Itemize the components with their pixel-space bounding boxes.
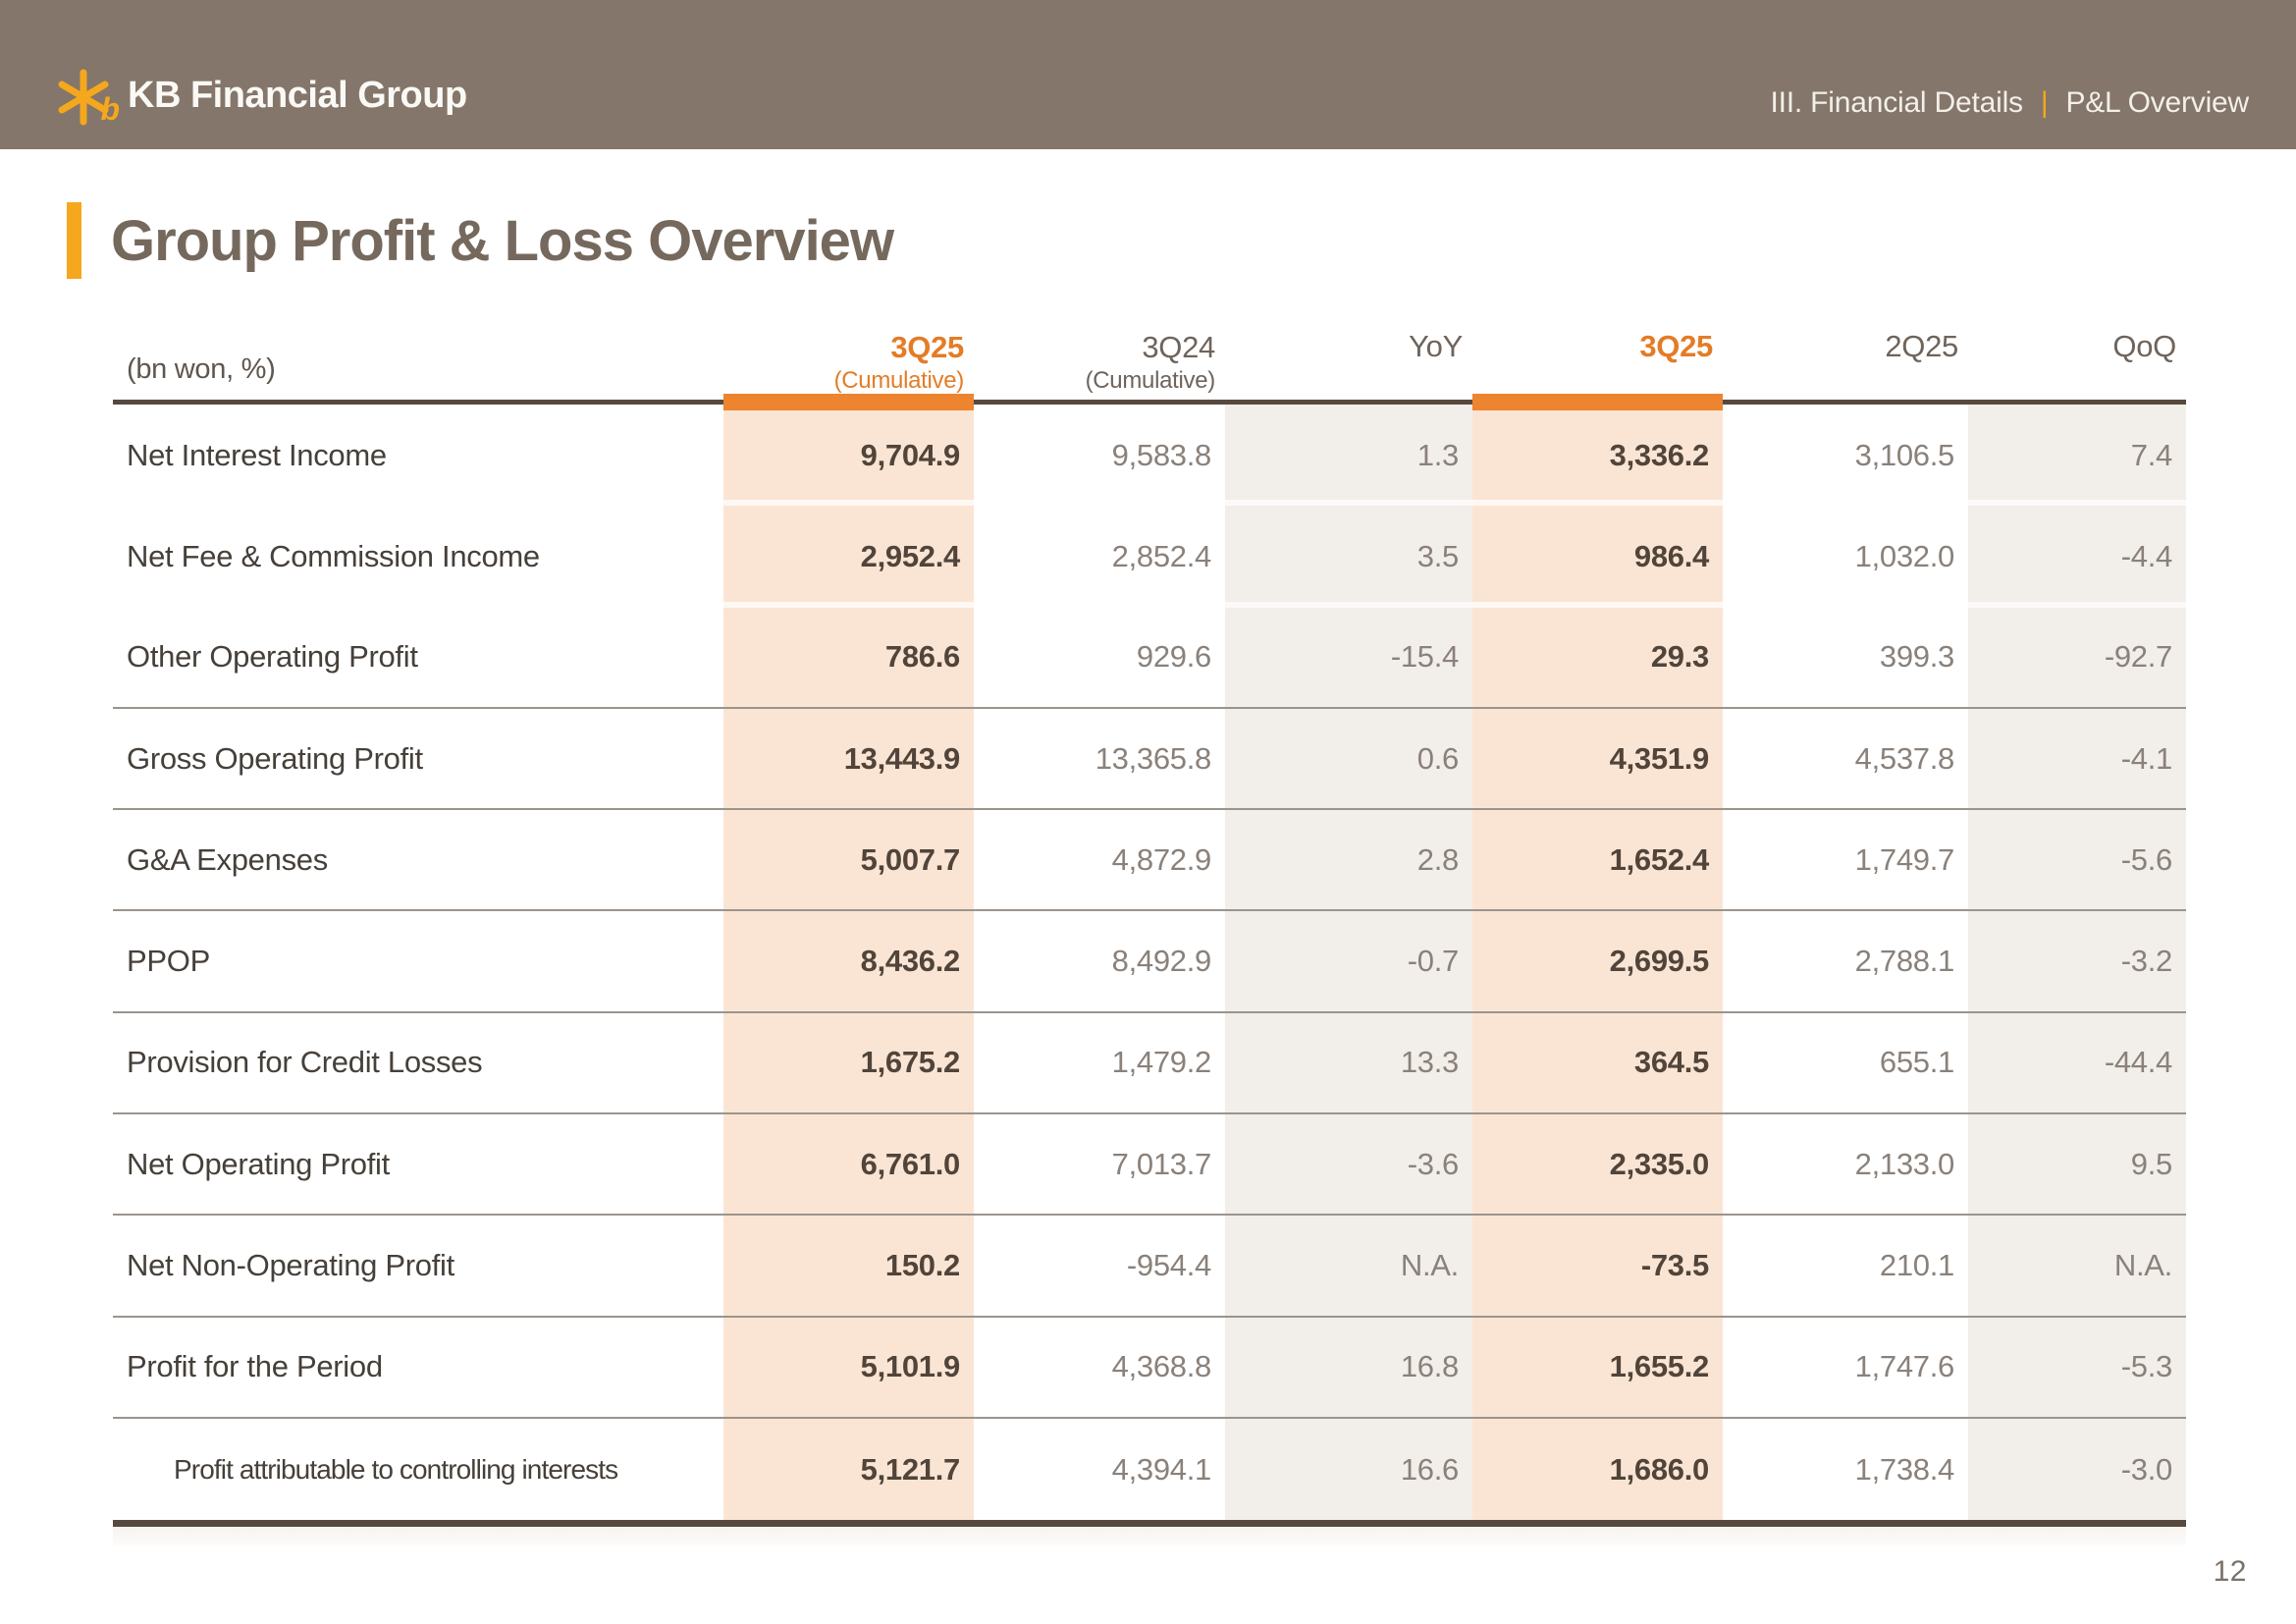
top-header-bar: [0, 0, 2296, 149]
title-accent-bar: [67, 202, 81, 279]
table-header-row: [113, 327, 2186, 405]
table-row-10: [113, 1419, 2186, 1520]
cell-r8-c1: -954.4: [1126, 1248, 1211, 1283]
row-label: Net Operating Profit: [127, 1146, 390, 1181]
cell-r7-c0: 6,761.0: [723, 1114, 974, 1214]
breadcrumb-section: III. Financial Details: [1770, 86, 2023, 119]
row-label: PPOP: [127, 944, 210, 979]
cell-r4-c3: 1,652.4: [1472, 810, 1723, 909]
cell-r2-c3: 29.3: [1472, 608, 1723, 707]
cell-r3-c0: 13,443.9: [723, 709, 974, 808]
cell-r4-c0: 5,007.7: [723, 810, 974, 909]
table-row-6: [113, 1013, 2186, 1114]
cell-r9-c4: 1,747.6: [1854, 1349, 1954, 1384]
column-header-label: QoQ: [2112, 329, 2176, 363]
table-body: [113, 405, 2186, 1520]
cell-r10-c5: -3.0: [1968, 1419, 2186, 1520]
row-label: G&A Expenses: [127, 841, 328, 877]
table-row-8: [113, 1216, 2186, 1317]
cell-r6-c4: 655.1: [1879, 1045, 1954, 1080]
cell-r10-c2: 16.6: [1225, 1419, 1472, 1520]
row-label: Net Non-Operating Profit: [127, 1248, 454, 1283]
cell-r3-c4: 4,537.8: [1854, 740, 1954, 776]
row-label: Profit attributable to controlling interests: [174, 1453, 618, 1485]
row-label: Provision for Credit Losses: [127, 1045, 483, 1080]
cell-r5-c1: 8,492.9: [1111, 944, 1211, 979]
column-header-3q25: [1472, 327, 1723, 400]
cell-r6-c2: 13.3: [1225, 1013, 1472, 1112]
row-label: Other Operating Profit: [127, 639, 418, 675]
cell-r3-c5: -4.1: [1968, 709, 2186, 808]
cell-r10-c3: 1,686.0: [1472, 1419, 1723, 1520]
cell-r10-c0: 5,121.7: [723, 1419, 974, 1520]
cell-r7-c5: 9.5: [1968, 1114, 2186, 1214]
cell-r6-c0: 1,675.2: [723, 1013, 974, 1112]
column-header-2q25: [1723, 327, 1968, 400]
cell-r4-c1: 4,872.9: [1111, 841, 1211, 877]
cell-r0-c1: 9,583.8: [1111, 437, 1211, 472]
cell-r0-c5: 7.4: [1968, 405, 2186, 506]
cell-r10-c4: 1,738.4: [1854, 1451, 1954, 1487]
cell-r1-c5: -4.4: [1968, 506, 2186, 607]
cell-r2-c5: -92.7: [1968, 608, 2186, 707]
table-row-9: [113, 1318, 2186, 1419]
column-header-sublabel: (Cumulative): [1085, 367, 1215, 394]
table-row-3: [113, 709, 2186, 810]
cell-r9-c2: 16.8: [1225, 1318, 1472, 1417]
cell-r8-c4: 210.1: [1879, 1248, 1954, 1283]
cell-r5-c4: 2,788.1: [1854, 944, 1954, 979]
table-row-5: [113, 911, 2186, 1012]
kb-star-b: b: [100, 91, 120, 127]
page-title: Group Profit & Loss Overview: [111, 208, 894, 273]
cell-r2-c2: -15.4: [1225, 608, 1472, 707]
table-bottom-shadow: [113, 1527, 2186, 1546]
cell-r1-c2: 3.5: [1225, 506, 1472, 607]
cell-r0-c0: 9,704.9: [723, 405, 974, 506]
cell-r9-c3: 1,655.2: [1472, 1318, 1723, 1417]
cell-r7-c4: 2,133.0: [1854, 1146, 1954, 1181]
cell-r4-c4: 1,749.7: [1854, 841, 1954, 877]
row-label: Gross Operating Profit: [127, 740, 423, 776]
cell-r8-c5: N.A.: [1968, 1216, 2186, 1315]
cell-r8-c0: 150.2: [723, 1216, 974, 1315]
row-label: Profit for the Period: [127, 1349, 383, 1384]
cell-r0-c4: 3,106.5: [1854, 437, 1954, 472]
cell-r3-c1: 13,365.8: [1095, 740, 1211, 776]
table-row-7: [113, 1114, 2186, 1216]
cell-r0-c3: 3,336.2: [1472, 405, 1723, 506]
page-number: 12: [2213, 1555, 2247, 1588]
row-label: Net Fee & Commission Income: [127, 538, 540, 573]
cell-r1-c3: 986.4: [1472, 506, 1723, 607]
cell-r3-c3: 4,351.9: [1472, 709, 1723, 808]
column-header-yoy: [1225, 327, 1472, 400]
cell-r8-c3: -73.5: [1472, 1216, 1723, 1315]
profit-loss-table: [113, 327, 2186, 1527]
breadcrumb-page: P&L Overview: [2065, 86, 2249, 119]
cell-r7-c3: 2,335.0: [1472, 1114, 1723, 1214]
cell-r8-c2: N.A.: [1225, 1216, 1472, 1315]
cell-r9-c0: 5,101.9: [723, 1318, 974, 1417]
table-row-1: [113, 506, 2186, 607]
breadcrumb-separator: |: [2040, 86, 2049, 119]
cell-r2-c0: 786.6: [723, 608, 974, 707]
column-header-3q25-cumulative: [723, 327, 974, 400]
table-row-4: [113, 810, 2186, 911]
cell-r1-c0: 2,952.4: [723, 506, 974, 607]
cell-r6-c3: 364.5: [1472, 1013, 1723, 1112]
cell-r7-c1: 7,013.7: [1111, 1146, 1211, 1181]
column-header-label: 3Q24: [1142, 330, 1215, 364]
page-title-block: [67, 202, 893, 279]
cell-r4-c5: -5.6: [1968, 810, 2186, 909]
cell-r0-c2: 1.3: [1225, 405, 1472, 506]
column-header-label: 2Q25: [1885, 329, 1958, 363]
cell-r3-c2: 0.6: [1225, 709, 1472, 808]
logo-brand-text: KB Financial Group: [128, 74, 467, 116]
kb-logo: [55, 69, 467, 126]
unit-label: (bn won, %): [127, 353, 276, 385]
kb-star-icon: [55, 69, 120, 127]
cell-r9-c5: -5.3: [1968, 1318, 2186, 1417]
column-header-sublabel: (Cumulative): [833, 367, 964, 394]
cell-r5-c5: -3.2: [1968, 911, 2186, 1010]
cell-r6-c5: -44.4: [1968, 1013, 2186, 1112]
cell-r9-c1: 4,368.8: [1111, 1349, 1211, 1384]
cell-r6-c1: 1,479.2: [1111, 1045, 1211, 1080]
cell-r5-c2: -0.7: [1225, 911, 1472, 1010]
table-row-2: [113, 608, 2186, 709]
cell-r2-c4: 399.3: [1879, 639, 1954, 675]
row-label: Net Interest Income: [127, 437, 387, 472]
cell-r5-c3: 2,699.5: [1472, 911, 1723, 1010]
cell-r1-c1: 2,852.4: [1111, 538, 1211, 573]
cell-r5-c0: 8,436.2: [723, 911, 974, 1010]
highlight-underline-3q25: [1472, 394, 1723, 410]
column-header-label: 3Q25: [890, 330, 964, 364]
cell-r4-c2: 2.8: [1225, 810, 1472, 909]
cell-r1-c4: 1,032.0: [1854, 538, 1954, 573]
column-header-label: 3Q25: [1639, 329, 1713, 363]
cell-r2-c1: 929.6: [1136, 639, 1211, 675]
highlight-underline-3q25-cumulative: [723, 394, 974, 410]
cell-r7-c2: -3.6: [1225, 1114, 1472, 1214]
column-header-qoq: [1968, 327, 2186, 400]
breadcrumb: [1770, 86, 2249, 126]
column-header-3q24-cumulative: [974, 327, 1225, 400]
table-row-0: [113, 405, 2186, 506]
column-header-label: YoY: [1409, 329, 1463, 363]
cell-r10-c1: 4,394.1: [1111, 1451, 1211, 1487]
